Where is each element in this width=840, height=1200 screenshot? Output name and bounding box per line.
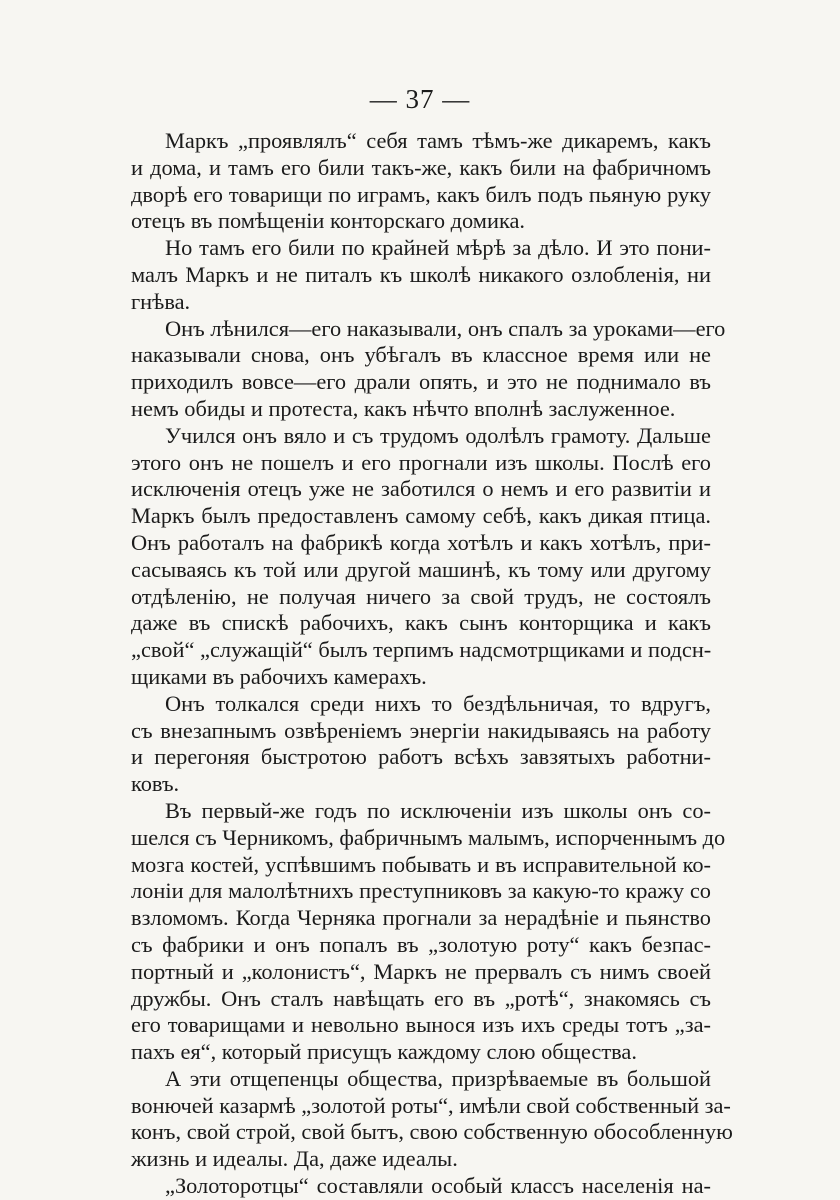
text-line: А эти отщепенцы общества, призрѣваемые въ большой (165, 1065, 711, 1091)
text-line: дружбы. Онъ сталъ навѣщать его въ „ротѣ“, знакомясь съ (131, 985, 711, 1011)
text-line: немъ обиды и протеста, какъ нѣчто вполнѣ заслуженное. (131, 395, 676, 421)
text-line: съ фабрики и онъ попалъ въ „золотую роту“ какъ безпас- (131, 931, 711, 957)
text-line: взломомъ. Когда Черняка прогнали за нерадѣніе и пьянство (131, 905, 711, 931)
text-line: конъ, свой строй, свой бытъ, свою собственную обособленную (131, 1119, 733, 1145)
text-line: „свой“ „служащій“ былъ терпимъ надсмотрщиками и подсн- (131, 637, 712, 663)
text-line: сасываясь къ той или другой машинѣ, къ тому или другому (131, 556, 711, 582)
text-line: „Золоторотцы“ составляли особый классъ населенія на- (165, 1173, 711, 1199)
text-line: этого онъ не пошелъ и его прогнали изъ школы. Послѣ его (131, 449, 711, 475)
body-text (131, 128, 733, 1200)
text-line: приходилъ вовсе—его драли опять, и это не поднимало въ (131, 369, 711, 395)
paragraph (131, 128, 711, 235)
paragraph (131, 1173, 711, 1200)
text-line: исключенія отецъ уже не заботился о немъ и его развитіи и (131, 476, 711, 502)
text-line: отдѣленію, не получая ничего за свой трудъ, не состоялъ (131, 583, 711, 609)
text-line: Маркъ былъ предоставленъ самому себѣ, какъ дикая птица. (131, 503, 711, 529)
text-line: вонючей казармѣ „золотой роты“, имѣли свой собственный за- (131, 1092, 731, 1118)
text-line: гнѣва. (131, 288, 191, 314)
text-line: Маркъ „проявлялъ“ себя тамъ тѣмъ-же дикаремъ, какъ (165, 128, 711, 153)
text-line: малъ Маркъ и не питалъ къ школѣ никакого озлобленія, ни (131, 261, 711, 287)
text-line: Учился онъ вяло и съ трудомъ одолѣлъ грамоту. Дальше (165, 422, 711, 448)
paragraph (131, 691, 711, 798)
text-line: дворѣ его товарищи по играмъ, какъ билъ подъ пьяную руку (131, 181, 711, 207)
text-line: щиками въ рабочихъ камерахъ. (131, 663, 427, 689)
paragraph (131, 1065, 733, 1173)
text-line: отецъ въ помѣщеніи конторскаго домика. (131, 208, 526, 234)
text-line: Въ первый-же годъ по исключеніи изъ школы онъ со- (165, 797, 711, 823)
text-line: даже въ спискѣ рабочихъ, какъ сынъ конторщика и какъ (131, 610, 711, 636)
text-line: и дома, и тамъ его били такъ-же, какъ били на фабричномъ (131, 154, 711, 180)
text-line: мозга костей, успѣвшимъ побывать и въ исправительной ко- (131, 851, 711, 877)
text-line: Онъ лѣнился—его наказывали, онъ спалъ за уроками—его (165, 315, 726, 341)
text-line: портный и „колонистъ“, Маркъ не прервалъ съ нимъ своей (131, 958, 711, 984)
text-line: съ внезапнымъ озвѣреніемъ энергіи накидываясь на работу (131, 717, 711, 743)
text-line: его товарищами и невольно вынося изъ ихъ среды тотъ „за- (131, 1012, 711, 1038)
text-line: Онъ толкался среди нихъ то бездѣльничая, то вдругъ, (165, 690, 711, 716)
paragraph (131, 315, 726, 423)
text-line: жизнь и идеалы. Да, даже идеалы. (131, 1146, 458, 1172)
page-number: — 37 — (369, 84, 471, 114)
text-line: Онъ работалъ на фабрикѣ когда хотѣлъ и какъ хотѣлъ, при- (131, 529, 711, 555)
text-line: наказывали снова, онъ убѣгалъ въ классное время или не (131, 342, 711, 368)
text-line: шелся съ Черникомъ, фабричнымъ малымъ, испорченнымъ до (131, 824, 726, 850)
text-line: Но тамъ его били по крайней мѣрѣ за дѣло. И это пони- (165, 235, 711, 261)
text-line: ковъ. (131, 771, 180, 797)
paragraph (131, 423, 711, 691)
text-line: и перегоняя быстротою работъ всѣхъ завзятыхъ работни- (131, 744, 711, 770)
text-line: лоніи для малолѣтнихъ преступниковъ за какую-то кражу со (131, 878, 711, 904)
paragraph (131, 797, 726, 1066)
text-line: пахъ ея“, который присущъ каждому слою общества. (131, 1039, 637, 1065)
paragraph (131, 235, 711, 315)
